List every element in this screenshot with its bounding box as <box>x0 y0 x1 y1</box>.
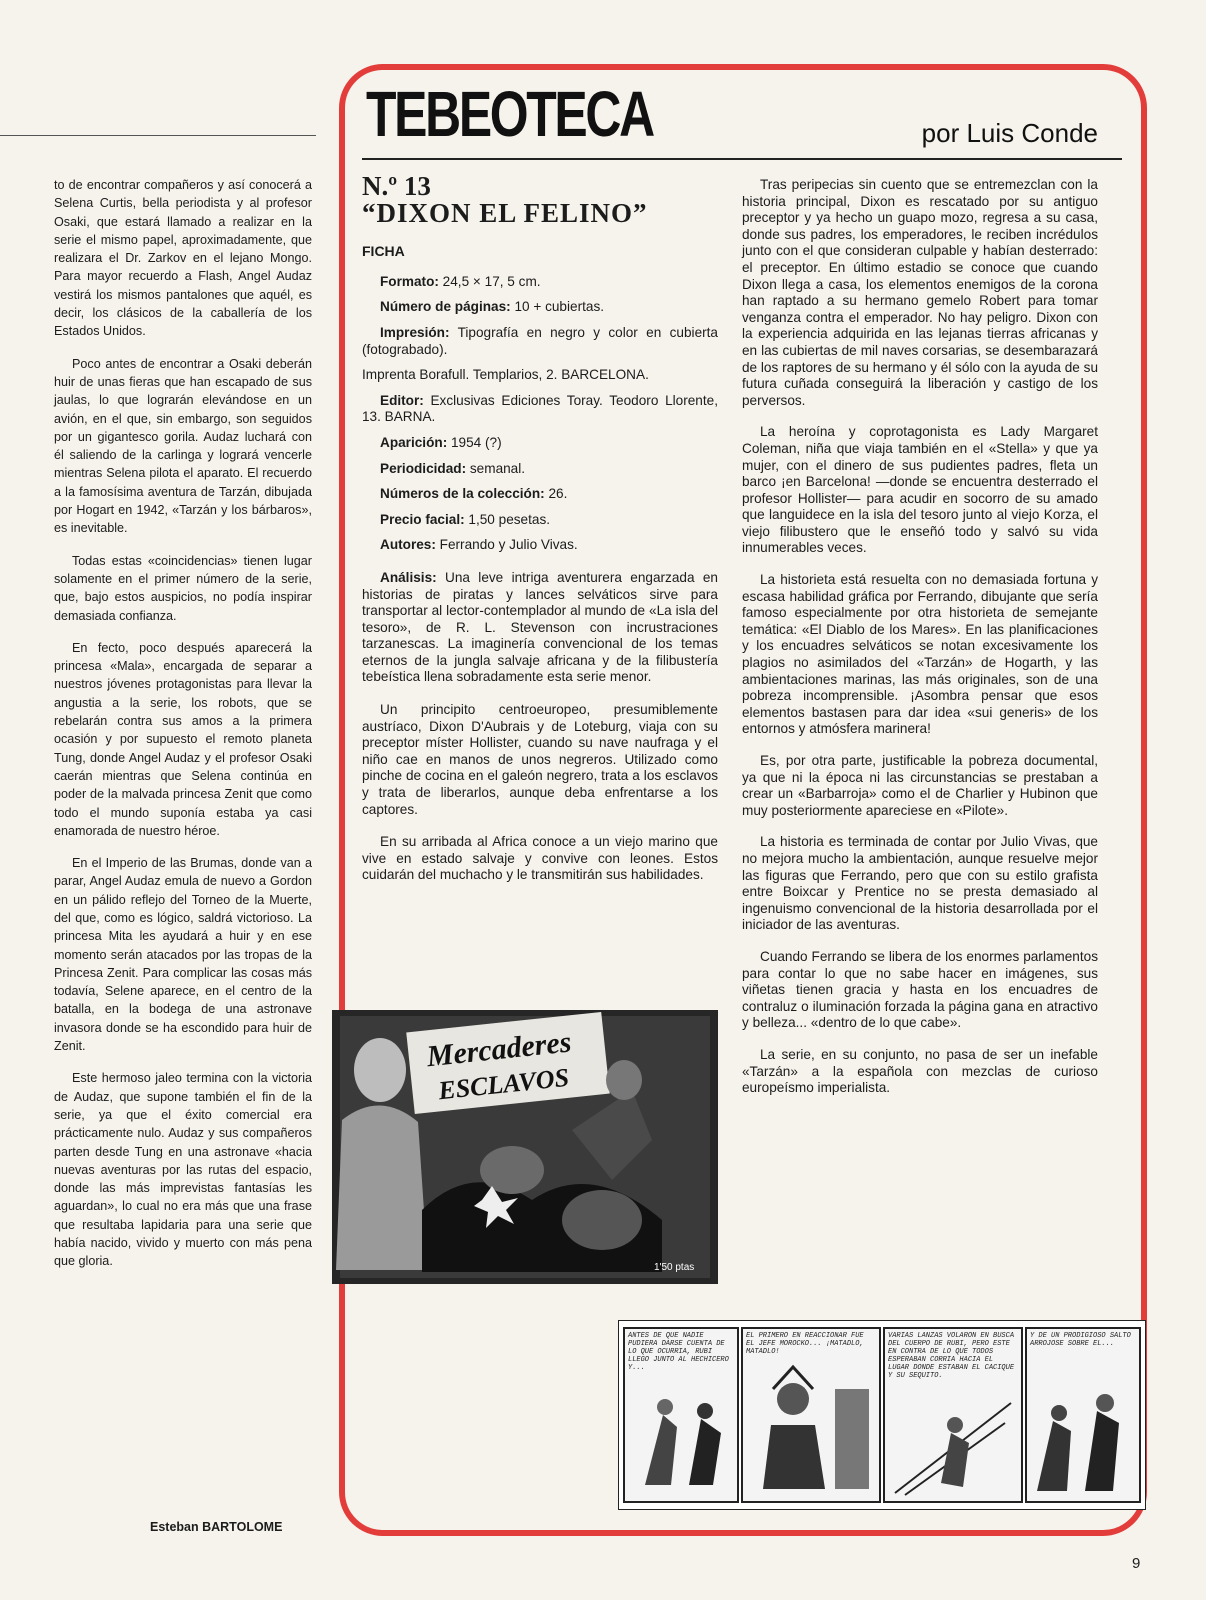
right-paragraph: La heroína y coprotagonista es Lady Margaret Coleman, niña que viaja también en el «Stella» y que ya mujer, con el dinero de sus pudientes padres, fleta un barco ¡en Barcelona! —donde se encuentra desterrado el profesor Hollister— para acudir en socorro de su amado que languidece en la isla del tesoro junto al viejo Korza, el viejo filibustero que le enseñó todo y salvó su vida innumerables veces. <box>742 424 1098 556</box>
comic-cover-image <box>332 1010 718 1284</box>
middle-paragraph: En su arribada al Africa conoce a un viejo marino que vive en estado salvaje y convive con leones. Estos cuidarán del muchacho y le transmitirán sus habilidades. <box>362 834 718 883</box>
ficha-precio: Precio facial: 1,50 pesetas. <box>380 511 551 527</box>
middle-paragraph: Un principito centroeuropeo, presumiblemente austríaco, Dixon D'Aubrais y de Loteburg, viaja con su preceptor míster Hollister, cuando su nave naufraga y el niño cae en manos de unos negreros. Utilizado como pinche de cocina en el galeón negrero, trata a los esclavos y trata de liberarlos, aunque deba enfrentarse a los captores. <box>362 702 718 817</box>
left-paragraph: En el Imperio de las Brumas, donde van a parar, Angel Audaz emula de nuevo a Gordon en un pálido reflejo del Torneo de la Muerte, del que, como es lógico, saldrá victorioso. La princesa Mita les ayudará a huir y en ese momento serán atacados por las tropas de la Princesa Zenit. Para complicar las cosas más todavía, Selene aparece, en el centro de la batalla, en la bodega de una astronave invasora donde se ha escondido para huir de Zenit. <box>54 856 312 1054</box>
ficha-impresion: Impresión: Tipografía en negro y color en cubierta (fotograbado). <box>362 324 718 357</box>
ficha-formato: Formato: 24,5 × 17, 5 cm. <box>380 273 541 289</box>
comic-panel <box>623 1327 739 1503</box>
right-paragraph: La historieta está resuelta con no demasiada fortuna y escasa habilidad gráfica por Ferrando, dibujante que sería famoso especialmente por otra historieta de semejante temática: «El Diablo de los Mares». En las planificaciones y los encuadres selváticos se notan excesivamente los plagios no asimilados del «Tarzán» de Hogarth, y las ambientaciones marinas, las más originales, son de una pobreza incomprensible. ¡Asombra pensar que esos elementos bastasen para dar idea «sui generis» de los entornos y atmósfera marinera! <box>742 572 1098 737</box>
right-paragraph: Es, por otra parte, justificable la pobreza documental, ya que ni la época ni las circunstancias se prestaban a crear un «Barbarroja» como el de Charlier y Hubinon que muy posteriormente apareciese en «Pilote». <box>742 753 1098 818</box>
cover-price: 1'50 ptas <box>654 1262 695 1273</box>
middle-column <box>362 171 718 900</box>
left-paragraph: Poco antes de encontrar a Osaki deberán huir de unas fieras que han escapado de sus jaulas, lo que lograrán elevándose en un avión, en el que, sin embargo, son seguidos por un gigantesco gorila. Audaz luchará con él saliendo de la carlinga y logrará vencerle mientras Selena pilota el aparato. El recuerdo a la famosísima aventura de Tarzán, dibujada por Hogart en 1942, «Tarzán y los bárbaros», es inevitable. <box>54 356 312 536</box>
left-column <box>54 176 312 1285</box>
panel-caption: EL PRIMERO EN REACCIONAR FUE EL JEFE MOROCKO... ¡MATADLO, MATADLO! <box>746 1332 864 1356</box>
right-paragraph: Tras peripecias sin cuento que se entremezclan con la historia principal, Dixon es rescatado por su antiguo preceptor y ya hecho un guapo mozo, regresa a su casa, donde sus padres, los emperadores, le reciben incrédulos junto con el que consideran culpable y habían desterrado: el preceptor. En último estadio se conoce que cuando Dixon llega a casa, los elementos enemigos de la corona han raptado a su hermano gemelo Robert para tomar venganza contra el emperador. No hay peligro. Dixon con la experiencia adquirida en las lejanas tierras africanas y en las cubiertas de mil naves corsarias, se desembarazará de los raptores de su hermano y él sólo con la ayuda de su futura cuñada conseguirá la liberación y castigo de los perversos. <box>742 177 1098 408</box>
comic-panel <box>1025 1327 1141 1503</box>
left-paragraph: En fecto, poco después aparecerá la princesa «Mala», encargada de separar a nuestros jóvenes protagonistas para llevar la angustia a la serie, los robots, que se rebelarán contra sus amos a la primera ocasión y por supuesto el remoto planeta Tung, donde Angel Audaz y el profesor Osaki caerán mientras que Selena continúa en poder de la malvada princesa Zenit que como todo el mundo suponía estaba ya casi enamorada de nuestro héroe. <box>54 640 312 838</box>
cover-title-line2: ESCLAVOS <box>437 1062 571 1106</box>
ficha-analisis: Análisis: Una leve intriga aventurera engarzada en historias de piratas y lances selváticos sirve para transportar al lector-contemplador al mundo de «La isla del tesoro», de R. L. Stevenson con incrustraciones tarzanescas. La imaginería convencional de los temas eternos de la jungla salvaje africana y de la filibustería tebeística llena sobradamente esta serie menor. <box>362 569 718 685</box>
panel-caption: ANTES DE QUE NADIE PUDIERA DARSE CUENTA DE LO QUE OCURRIA, RUBI LLEGO JUNTO AL HECHICERO Y... <box>628 1332 729 1372</box>
panel-drawing <box>743 1359 879 1489</box>
panel-drawing <box>885 1383 1021 1503</box>
page-number: 9 <box>1132 1555 1141 1572</box>
panel-drawing <box>625 1375 737 1495</box>
left-paragraph: to de encontrar compañeros y así conocerá a Selena Curtis, bella periodista y al profesor Osaki, que estará llamado a realizar en la serie el mismo papel, aproximadamente, que realizara el Dr. Zarkov en el lejano Mongo. Para mayor recuerdo a Flash, Angel Audaz vestirá los mismos pantalones que aquél, es decir, los clásicos de la caballería de los Estados Unidos. <box>54 178 312 339</box>
right-paragraph: La historia es terminada de contar por Julio Vivas, que no mejora mucho la ambientación, aunque resuelve mejor las figuras que Ferrando, pero que con su estilo grafista entre Boixcar y Prentice no se presta demasiado al ingenuismo convencional de la historia desarrollada por el iniciador de las aventuras. <box>742 834 1098 933</box>
comic-panel <box>883 1327 1023 1503</box>
ficha-imprenta: Imprenta Borafull. Templarios, 2. BARCELONA. <box>362 367 649 383</box>
ficha-autores: Autores: Ferrando y Julio Vivas. <box>380 537 578 553</box>
comic-strip <box>618 1320 1146 1510</box>
ficha-paginas: Número de páginas: 10 + cubiertas. <box>380 299 605 315</box>
panel-drawing <box>1027 1351 1139 1491</box>
left-paragraph: Todas estas «coincidencias» tienen lugar solamente en el primer número de la serie, que, bajo estos auspicios, no podía inspirar demasiada confianza. <box>54 553 312 623</box>
right-paragraph: La serie, en su conjunto, no pasa de ser un inefable «Tarzán» a la española con mezclas de curioso europeísmo imperialista. <box>742 1046 1098 1096</box>
right-column <box>742 177 1098 1112</box>
panel-caption: VARIAS LANZAS VOLARON EN BUSCA DEL CUERPO DE RUBI, PERO ESTE EN CONTRA DE LO QUE TODOS ESPERABAN CORRIA HACIA EL LUGAR DONDE ESTABAN EL CACIQUE Y SU SEQUITO. <box>888 1332 1015 1380</box>
issue-title: “DIXON EL FELINO” <box>362 197 648 228</box>
ficha-numeros: Números de la colección: 26. <box>380 486 568 502</box>
panel-caption: Y DE UN PRODIGIOSO SALTO ARROJOSE SOBRE EL... <box>1030 1332 1131 1348</box>
section-title: TEBEOTECA <box>366 78 653 150</box>
author-signature: Esteban BARTOLOME <box>150 1520 283 1534</box>
ficha-periodicidad: Periodicidad: semanal. <box>380 460 526 476</box>
cover-illustration <box>332 1010 718 1284</box>
title-rule <box>362 158 1122 160</box>
issue-number: N.º 13 <box>362 171 431 201</box>
left-paragraph: Este hermoso jaleo termina con la victoria de Audaz, que supone también el fin de la serie, ya que el éxito comercial era prácticamente nulo. Audaz y sus compañeros parten desde Tung en una astronave «hacia nuevas aventuras por las rutas del espacio, donde las más imprevistas fantasías les aguardan», lo cual no era más que una frase que resultaba lapidaria para una serie que había nacido, vivido y muerto con más pena que gloria. <box>54 1071 312 1269</box>
byline: por Luis Conde <box>921 118 1098 148</box>
comic-panel <box>741 1327 881 1503</box>
right-paragraph: Cuando Ferrando se libera de los enormes parlamentos para contar lo que no sabe hacer en imágenes, sus viñetas tienen gracia y hasta en los encuadres de contraluz o iluminación forzada la página gana en atractivo y belleza... «dentro de lo que cabe». <box>742 948 1098 1031</box>
left-column-rule <box>0 135 316 136</box>
ficha-heading: FICHA <box>362 243 405 260</box>
cover-title-line1: Mercaderes <box>425 1025 573 1074</box>
ficha-aparicion: Aparición: 1954 (?) <box>380 434 502 450</box>
ficha-editor: Editor: Exclusivas Ediciones Toray. Teodoro Llorente, 13. BARNA. <box>362 392 718 425</box>
